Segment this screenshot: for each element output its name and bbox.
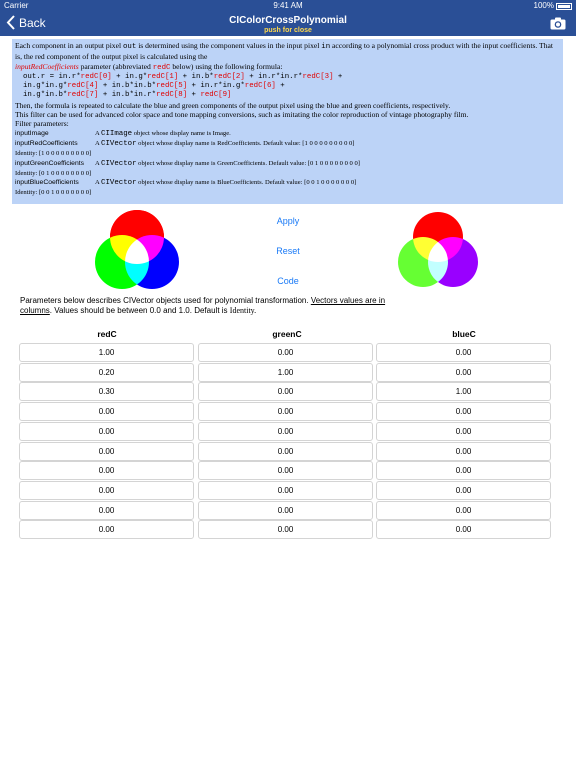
- redc-field[interactable]: 0.00: [19, 481, 194, 500]
- redc-field[interactable]: 0.00: [19, 461, 194, 480]
- formula-text: +: [333, 72, 343, 81]
- greenc-field[interactable]: 0.00: [198, 343, 373, 362]
- formula-line-3: [15, 91, 560, 100]
- bluec-field[interactable]: 1.00: [376, 382, 551, 401]
- parameter-row: [15, 159, 560, 169]
- redc-field[interactable]: 0.30: [19, 382, 194, 401]
- formula-text: + in.b*in.r*: [98, 91, 157, 100]
- redc-field[interactable]: 0.00: [19, 442, 194, 461]
- parameter-name: inputBlueCoefficients: [15, 179, 79, 187]
- greenc-field[interactable]: 0.00: [198, 382, 373, 401]
- coefficient-token: redC[3]: [302, 72, 334, 81]
- parameter-description: A CIVector object whose display name is GreenCoefficients. Default value: [0 1 0 0 0 0 0 0 0 0]: [95, 159, 360, 168]
- redc-field[interactable]: 0.00: [19, 520, 194, 539]
- redc-field[interactable]: 0.20: [19, 363, 194, 382]
- formula-text: in.g*in.b*: [23, 91, 68, 100]
- greenc-field[interactable]: 0.00: [198, 422, 373, 441]
- bluec-field[interactable]: 0.00: [376, 343, 551, 362]
- apply-button[interactable]: Apply: [276, 216, 300, 226]
- filtered-color-wheel: [393, 210, 483, 292]
- coefficient-token: redC[7]: [67, 91, 99, 100]
- filter-description: [12, 39, 563, 204]
- back-label: Back: [19, 15, 46, 30]
- redc-field[interactable]: 0.00: [19, 501, 194, 520]
- parameters-intro: Parameters below describes CIVector objects used for polynomial transformation. Vectors values are in columns. Values should be between 0.0 and 1.0. Default is Identity.: [20, 296, 386, 315]
- parameter-list: [15, 129, 560, 198]
- page-subtitle[interactable]: push for close: [264, 27, 312, 34]
- reset-button[interactable]: Reset: [276, 246, 300, 256]
- parameter-row: [15, 129, 560, 139]
- redc-field[interactable]: 0.00: [19, 402, 194, 421]
- column-header-bluec: blueC: [452, 329, 476, 339]
- formula-line-1: [15, 73, 560, 82]
- battery-indicator: [534, 0, 572, 12]
- coefficient-token: redC[8]: [156, 91, 188, 100]
- bluec-field[interactable]: 0.00: [376, 461, 551, 480]
- parameter-row: [15, 178, 560, 188]
- greenc-field[interactable]: 0.00: [198, 520, 373, 539]
- columns-note: Vectors values are in columns: [20, 296, 386, 315]
- formula-text: + in.b*in.b*: [98, 82, 157, 91]
- formula-text: + in.r*in.r*: [244, 72, 303, 81]
- battery-icon: [556, 3, 572, 10]
- parameter-description: A CIImage object whose display name is Image.: [95, 129, 231, 138]
- greenc-field[interactable]: 0.00: [198, 461, 373, 480]
- status-bar: [0, 0, 576, 12]
- formula-text: out.r = in.r*: [23, 72, 81, 81]
- parameter-description: A CIVector object whose display name is BlueCoefficients. Default value: [0 0 1 0 0 0 0 0 0 0]: [95, 179, 357, 188]
- code-button[interactable]: Code: [277, 276, 299, 286]
- greenc-field[interactable]: 0.00: [198, 501, 373, 520]
- coefficient-name: inputRedCoefficients: [15, 61, 79, 71]
- formula-text: + in.g*: [111, 72, 148, 81]
- greenc-field[interactable]: 1.00: [198, 363, 373, 382]
- bluec-field[interactable]: 0.00: [376, 422, 551, 441]
- carrier-label: Carrier: [4, 1, 29, 10]
- page-title[interactable]: CIColorCrossPolynomial: [229, 15, 347, 26]
- description-repeat: Then, the formula is repeated to calculate the blue and green components of the output pixel using the blue and green coefficients, respectively.: [15, 100, 451, 110]
- coefficient-token: redC[1]: [147, 72, 179, 81]
- parameter-identity: Identity: [0 0 1 0 0 0 0 0 0 0]: [15, 189, 92, 197]
- greenc-field[interactable]: 0.00: [198, 442, 373, 461]
- original-color-wheel: [92, 210, 182, 292]
- bluec-field[interactable]: 0.00: [376, 442, 551, 461]
- greenc-field[interactable]: 0.00: [198, 481, 373, 500]
- column-header-greenc: greenC: [272, 329, 302, 339]
- formula-line-2: [15, 82, 560, 91]
- formula-text: + in.r*in.g*: [187, 82, 245, 91]
- clock: 9:41 AM: [273, 1, 303, 10]
- filter-parameters-heading: Filter parameters:: [15, 119, 69, 129]
- parameter-identity: Identity: [1 0 0 0 0 0 0 0 0 0]: [15, 150, 92, 158]
- camera-icon[interactable]: [550, 17, 566, 30]
- bluec-field[interactable]: 0.00: [376, 481, 551, 500]
- greenc-field[interactable]: 0.00: [198, 402, 373, 421]
- description-usage: This filter can be used for advanced color space and tone mapping conversions, such as imitating the color reproduction of vintage photography film.: [15, 110, 469, 120]
- parameter-row: [15, 139, 560, 149]
- parameter-identity: Identity: [0 1 0 0 0 0 0 0 0 0]: [15, 169, 92, 177]
- formula-text: +: [275, 82, 285, 91]
- bluec-field[interactable]: 0.00: [376, 520, 551, 539]
- battery-percent: 100%: [533, 1, 554, 10]
- parameter-description: A CIVector object whose display name is RedCoefficients. Default value: [1 0 0 0 0 0 0 0 0 0]: [95, 139, 355, 148]
- formula-text: +: [187, 91, 201, 100]
- parameter-name: inputRedCoefficients: [15, 139, 78, 147]
- coefficient-token: redC[0]: [80, 72, 112, 81]
- navigation-bar: [0, 12, 576, 36]
- bluec-field[interactable]: 0.00: [376, 501, 551, 520]
- formula-text: in.g*in.g*: [23, 82, 68, 91]
- parameter-name: inputGreenCoefficients: [15, 159, 85, 167]
- coefficient-token: redC[2]: [213, 72, 245, 81]
- coefficient-token: redC[9]: [200, 91, 232, 100]
- bluec-field[interactable]: 0.00: [376, 402, 551, 421]
- description-coefficients: inputRedCoefficients parameter (abbreviated redC below) using the following formula:: [15, 61, 283, 72]
- parameter-name: inputImage: [15, 129, 49, 137]
- redc-field[interactable]: 0.00: [19, 422, 194, 441]
- description-intro: Each component in an output pixel out is determined using the component values in the input pixel in according to a polynomial cross product with the input coefficients. That is, the red component of the output pixel is calculated using the: [15, 41, 553, 62]
- formula-text: + in.b*: [178, 72, 214, 81]
- coefficient-token: redC[6]: [244, 82, 276, 91]
- coefficient-token: redC[4]: [67, 82, 99, 91]
- redc-field[interactable]: 1.00: [19, 343, 194, 362]
- coefficient-token: redC[5]: [156, 82, 188, 91]
- column-header-redc: redC: [97, 329, 117, 339]
- bluec-field[interactable]: 0.00: [376, 363, 551, 382]
